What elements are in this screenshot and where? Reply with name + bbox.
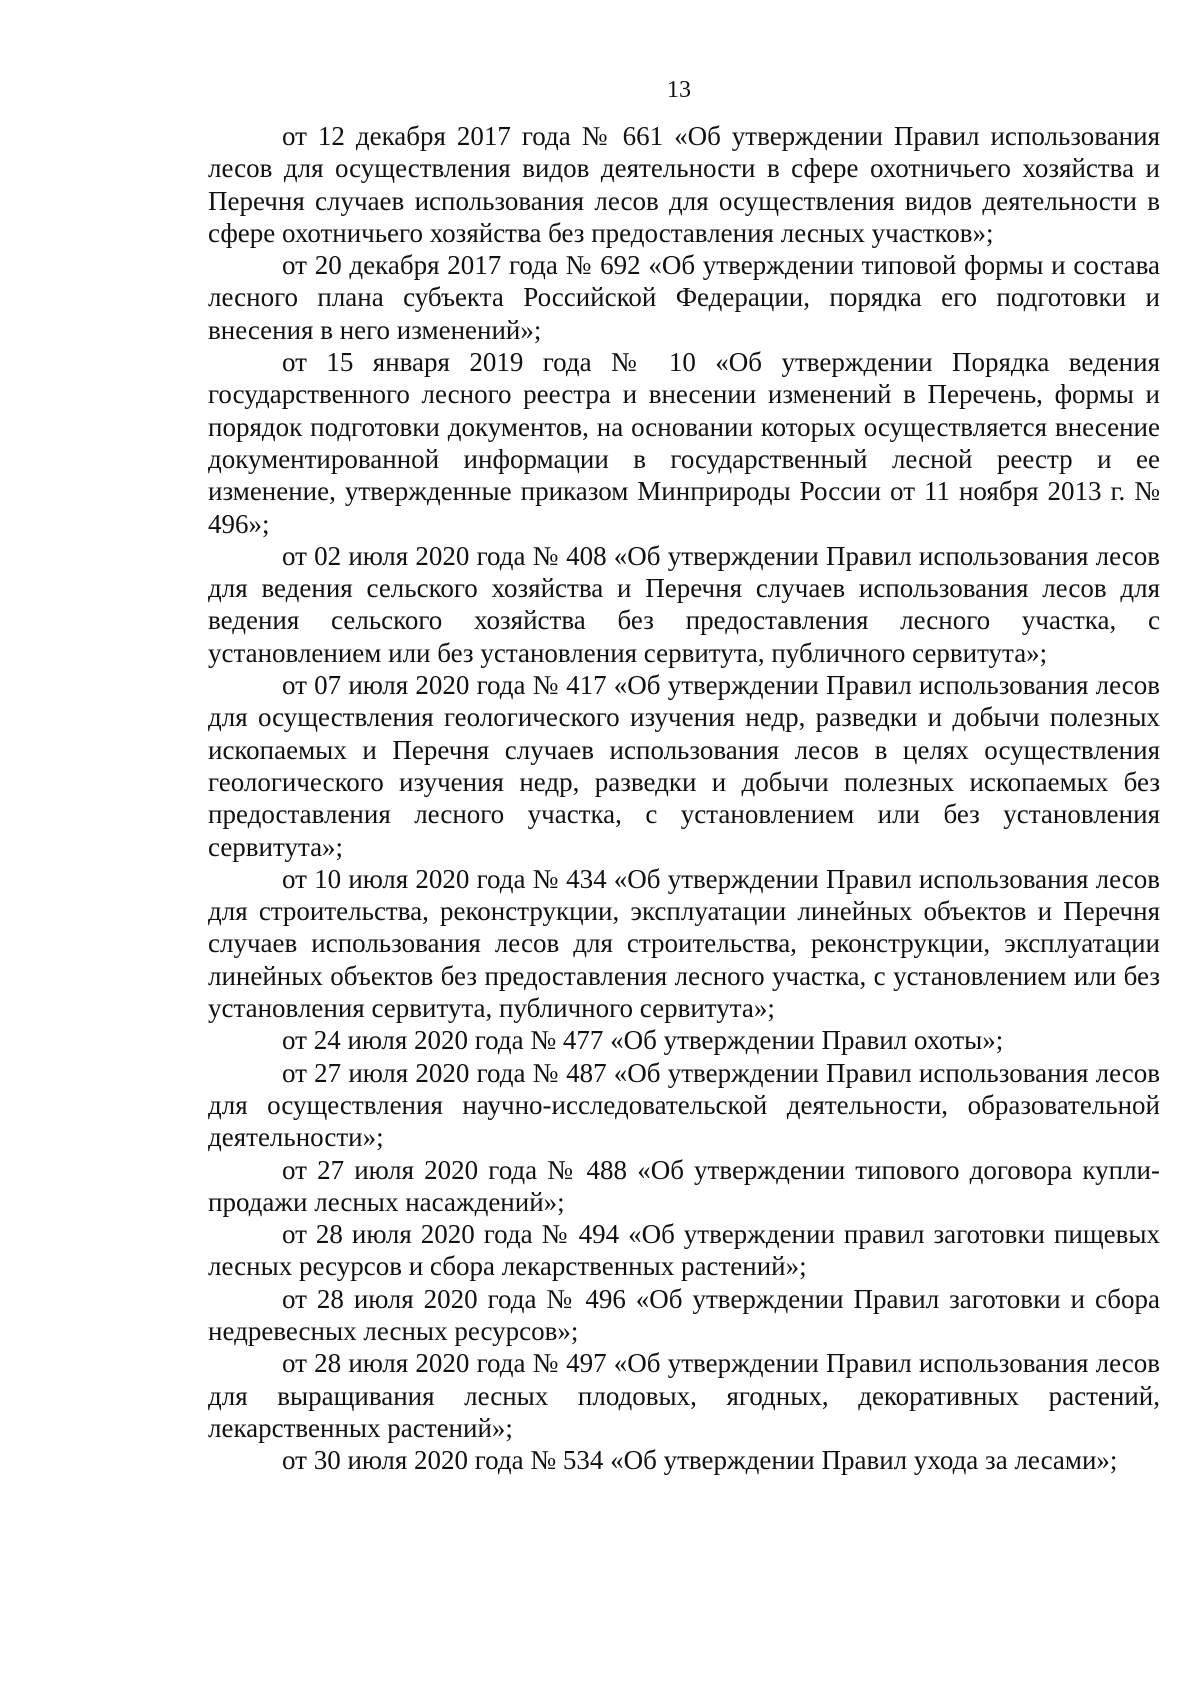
paragraph: от 28 июля 2020 года № 494 «Об утверждении правил заготовки пищевых лесных ресурсов и сбора лекарственных растений»; [208, 1219, 1160, 1282]
paragraph: от 15 января 2019 года № 10 «Об утверждении Порядка ведения государственного лесного реестра и внесении изменений в Перечень, формы и порядок подготовки документов, на основании которых осуществляется внесение документированной информации в государственный лесной реестр и ее изменение, утвержденные приказом Минприроды России от 11 ноября 2013 г. № 496»; [208, 347, 1160, 539]
paragraph: от 20 декабря 2017 года № 692 «Об утверждении типовой формы и состава лесного плана субъекта Российской Федерации, порядка его подготовки и внесения в него изменений»; [208, 250, 1160, 345]
paragraph: от 28 июля 2020 года № 496 «Об утверждении Правил заготовки и сбора недревесных лесных ресурсов»; [208, 1283, 1160, 1346]
paragraph: от 07 июля 2020 года № 417 «Об утверждении Правил использования лесов для осуществления геологического изучения недр, разведки и добычи полезных ископаемых и Перечня случаев использования лесов в целях осуществления геологического изучения недр, разведки и добычи полезных ископаемых без предоставления лесного участка, с установлением или без установления сервитута»; [208, 670, 1160, 862]
paragraph: от 02 июля 2020 года № 408 «Об утверждении Правил использования лесов для ведения сельского хозяйства и Перечня случаев использования лесов для ведения сельского хозяйства без предоставления лесного участка, с установлением или без установления сервитута, публичного сервитута»; [208, 540, 1160, 668]
paragraph: от 30 июля 2020 года № 534 «Об утверждении Правил ухода за лесами»; [282, 1445, 1118, 1476]
paragraph: от 10 июля 2020 года № 434 «Об утверждении Правил использования лесов для строительства, реконструкции, эксплуатации линейных объектов и Перечня случаев использования лесов для строительства, реконструкции, эксплуатации линейных объектов без предоставления лесного участка, с установлением или без установления сервитута, публичного сервитута»; [208, 863, 1160, 1024]
page-number: 13 [667, 77, 691, 103]
paragraph: от 12 декабря 2017 года № 661 «Об утверждении Правил использования лесов для осуществления видов деятельности в сфере охотничьего хозяйства и Перечня случаев использования лесов для осуществления видов деятельности в сфере охотничьего хозяйства без предоставления лесных участков»; [208, 121, 1160, 248]
paragraph: от 28 июля 2020 года № 497 «Об утверждении Правил использования лесов для выращивания лесных плодовых, ягодных, декоративных растений, лекарственных растений»; [208, 1348, 1160, 1443]
paragraph: от 27 июля 2020 года № 488 «Об утверждении типового договора купли-продажи лесных насаждений»; [208, 1154, 1160, 1217]
paragraph: от 24 июля 2020 года № 477 «Об утверждении Правил охоты»; [282, 1025, 1004, 1056]
paragraph: от 27 июля 2020 года № 487 «Об утверждении Правил использования лесов для осуществления научно-исследовательской деятельности, образовательной деятельности»; [208, 1057, 1160, 1153]
document-body [208, 120, 1160, 1476]
